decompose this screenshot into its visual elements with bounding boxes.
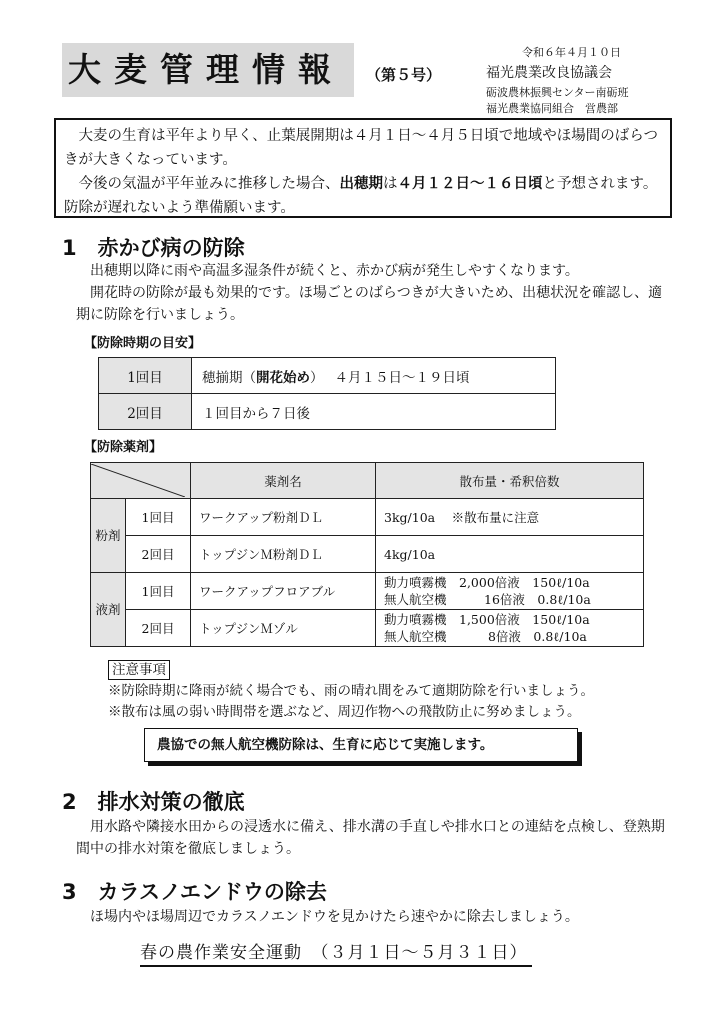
amount-cell: 4kg/10a [376,536,644,573]
chemical-cell: トップジンＭ粉剤ＤＬ [191,536,376,573]
timing-text: 穂揃期（ [202,369,256,386]
round-cell: 1回目 [126,573,191,610]
group-label: 粉剤 [91,499,126,573]
section-1-para-2: 開花時の防除が最も効果的です。ほ場ごとのばらつきが大きいため、出穂状況を確認し、適期に防除を行いましょう。 [76,285,663,323]
publisher-main: 福光農業改良協議会 [486,65,612,81]
chemical-cell: トップジンＭゾル [191,610,376,647]
chemical-cell: ワークアップフロアブル [191,573,376,610]
summary-line-1: 大麦の生育は平年より早く、止葉展開期は４月１日～４月５日頃で地域やほ場間のばらつきが大きくなっています。 [64,128,659,168]
round-cell: 2回目 [126,536,191,573]
notes-label: 注意事項 [108,660,170,680]
timing-value [192,358,556,394]
safety-campaign-footer: 春の農作業安全運動 （３月１日～５月３１日） [140,938,532,967]
timing-label: 【防除時期の目安】 [84,336,202,351]
amount-cell [376,573,644,610]
section-1-heading: 1 赤かび病の防除 [62,236,245,260]
amount-cell: 3kg/10a ※散布量に注意 [376,499,644,536]
header-corner-cell [91,463,191,499]
notes-list [108,681,594,723]
amount-cell [376,610,644,647]
timing-round: 1回目 [99,358,192,394]
summary-text: 今後の気温が平年並みに推移した場合、 [64,176,340,192]
chemicals-table [90,462,644,647]
header-amount: 散布量・希釈倍数 [376,463,644,499]
timing-emphasis: 開花始め [256,369,310,386]
table-row [91,573,644,610]
summary-text: と予想されます。防除が遅れないよう準備願います。 [64,176,658,216]
round-cell: 2回目 [126,610,191,647]
diagonal-line [91,464,185,497]
chemical-cell: ワークアップ粉剤ＤＬ [191,499,376,536]
table-row [91,610,644,647]
table-row [99,358,556,394]
summary-box [54,118,672,218]
table-row [91,499,644,536]
issue-number: （第５号） [366,66,442,84]
summary-line-2 [64,172,662,220]
group-label: 液剤 [91,573,126,647]
amount-line: 無人航空機 8倍液 0.8ℓ/10a [384,629,587,644]
section-3-heading: 3 カラスノエンドウの除去 [62,880,327,904]
section-3-body: ほ場内やほ場周辺でカラスノエンドウを見かけたら速やかに除去しましょう。 [76,909,579,925]
note-item: ※散布は風の弱い時間帯を選ぶなど、周辺作物への飛散防止に努めましょう。 [108,704,581,720]
amount-line: 動力噴霧機 2,000倍液 150ℓ/10a [384,575,590,590]
publisher-sub-2: 福光農業協同組合 営農部 [486,102,618,115]
timing-round: 2回目 [99,394,192,430]
issue-date: 令和６年４月１０日 [522,46,621,59]
publisher-sub-1: 砺波農林振興センター南砺班 [486,86,629,99]
timing-table [98,357,556,430]
table-row [99,394,556,430]
amount-line: 無人航空機 16倍液 0.8ℓ/10a [384,592,591,607]
section-1-body [76,260,672,326]
header-chemical-name: 薬剤名 [191,463,376,499]
drone-callout: 農協での無人航空機防除は、生育に応じて実施します。 [144,728,578,762]
timing-text: ） ４月１５日～１９日頃 [310,369,470,386]
section-1-para-1: 出穂期以降に雨や高温多湿条件が続くと、赤かび病が発生しやすくなります。 [76,263,579,279]
section-2-heading: 2 排水対策の徹底 [62,790,245,814]
amount-line: 動力噴霧機 1,500倍液 150ℓ/10a [384,612,590,627]
timing-value: １回目から７日後 [192,394,556,430]
section-2-body: 用水路や隣接水田からの浸透水に備え、排水溝の手直しや排水口との連結を点検し、登熟期間中の排水対策を徹底しましょう。 [76,819,665,857]
chemicals-label: 【防除薬剤】 [84,440,163,455]
summary-emphasis: ４月１２日～１６日頃 [397,176,543,192]
summary-emphasis: 出穂期 [339,176,383,192]
page-title: 大麦管理情報 [62,43,354,97]
table-header-row [91,463,644,499]
summary-text: は [383,176,398,192]
note-item: ※防除時期に降雨が続く場合でも、雨の晴れ間をみて適期防除を行いましょう。 [108,683,594,699]
table-row [91,536,644,573]
round-cell: 1回目 [126,499,191,536]
